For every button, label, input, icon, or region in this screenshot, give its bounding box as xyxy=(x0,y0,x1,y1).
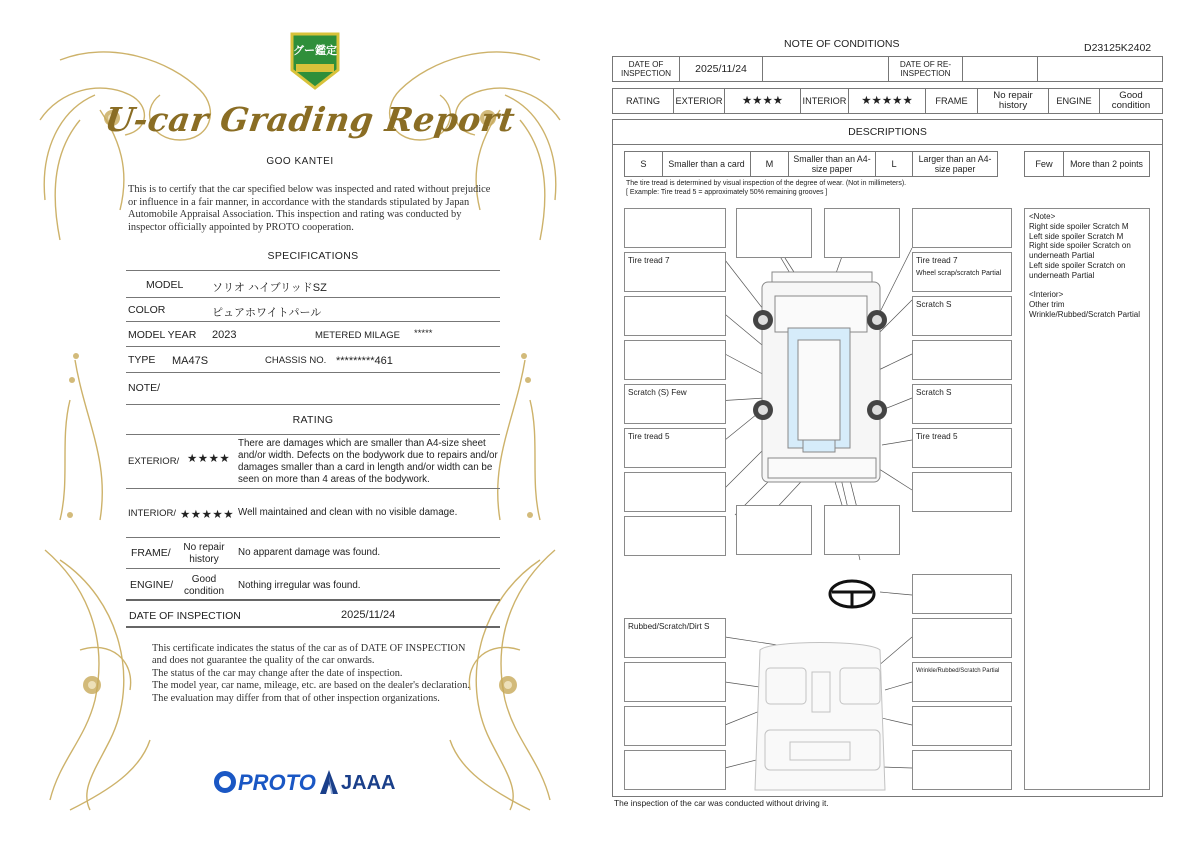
condition-box xyxy=(912,472,1012,512)
condition-box xyxy=(912,340,1012,380)
document-id: D23125K2402 xyxy=(1084,42,1152,54)
type-label: TYPE xyxy=(128,354,156,366)
frame-value: No repair history xyxy=(993,90,1033,111)
legend-m-text: Smaller than an A4-size paper xyxy=(793,154,871,174)
legend-few-text: More than 2 points xyxy=(1070,159,1143,169)
note-line xyxy=(1029,281,1145,291)
condition-box xyxy=(912,750,1012,790)
condition-box xyxy=(736,208,812,258)
condition-box xyxy=(912,428,1012,468)
condition-box xyxy=(624,516,726,556)
model-year-value: 2023 xyxy=(212,329,237,341)
legend-l-code: L xyxy=(891,159,897,169)
condition-box xyxy=(736,505,812,555)
note-line: Other trim xyxy=(1029,300,1065,310)
condition-box xyxy=(624,706,726,746)
interior-label: INTERIOR xyxy=(802,96,847,106)
legend-s-text: Smaller than a card xyxy=(668,159,745,169)
disclaimer-line: The model year, car name, mileage, etc. are based on the dealer's declaration. xyxy=(152,680,470,692)
frame-label: FRAME/ xyxy=(131,547,171,559)
note-line: Left side spoiler Scratch on underneath Partial xyxy=(1029,260,1126,280)
condition-box xyxy=(912,618,1012,658)
model-value: ソリオ ハイブリッドSZ xyxy=(212,282,327,294)
date-of-inspection-value: 2025/11/24 xyxy=(695,63,747,75)
condition-box xyxy=(912,574,1012,614)
frame-description: No apparent damage was found. xyxy=(238,547,381,558)
rating-heading: RATING xyxy=(292,414,334,426)
engine-description: Nothing irregular was found. xyxy=(238,580,361,591)
condition-box xyxy=(912,296,1012,336)
exterior-label: EXTERIOR xyxy=(675,96,723,106)
type-value: MA47S xyxy=(172,355,209,367)
legend-s-code: S xyxy=(640,159,647,169)
condition-box xyxy=(624,340,726,380)
engine-value: Good condition xyxy=(1111,90,1151,111)
color-label: COLOR xyxy=(128,304,166,316)
tire-note-example: [ Example: Tire tread 5 = approximately 50% remaining grooves ] xyxy=(626,189,828,196)
frame-value: No repair history xyxy=(183,542,225,565)
note-line: Left side spoiler Scratch M xyxy=(1029,231,1124,241)
condition-box-text: Tire tread 7 xyxy=(628,256,670,265)
note-line: Wrinkle/Rubbed/Scratch Partial xyxy=(1029,309,1141,319)
badge-text: グー鑑定 xyxy=(293,45,337,57)
condition-box xyxy=(624,750,726,790)
interior-description: Well maintained and clean with no visible damage. xyxy=(238,507,458,518)
goo-kantei-badge xyxy=(286,30,344,92)
specifications-heading: SPECIFICATIONS xyxy=(267,250,359,262)
metered-milage-label: METERED MILAGE xyxy=(315,330,400,341)
note-line: Right side spoiler Scratch M xyxy=(1029,221,1129,231)
metered-milage-value: ***** xyxy=(414,328,433,339)
condition-box xyxy=(624,208,726,248)
condition-box xyxy=(624,472,726,512)
disclaimer-line: The status of the car may change after the date of inspection. xyxy=(152,667,403,679)
legend-m-code: M xyxy=(765,159,774,169)
engine-value: Good condition xyxy=(183,574,225,597)
certificate-disclaimer xyxy=(152,643,482,705)
exterior-description: There are damages which are smaller than A4-size sheet and/or width. Defects on the bodywork due to repairs and/or damages smaller than a card in length and/or width can be seen on more than 4 areas of the bodywork. xyxy=(238,438,498,485)
date-of-inspection-label: DATE OF INSPECTION xyxy=(620,60,672,78)
exterior-stars: ★★★★ xyxy=(187,453,231,465)
note-line: <Interior> xyxy=(1029,290,1064,300)
exterior-label: EXTERIOR/ xyxy=(128,456,180,467)
steering-wheel-icon xyxy=(830,581,874,607)
condition-box xyxy=(624,252,726,292)
note-line: Right side spoiler Scratch on underneath Partial xyxy=(1029,241,1131,261)
tire-note: The tire tread is determined by visual inspection of the degree of wear. (Not in millimeters). xyxy=(626,180,907,187)
condition-box xyxy=(912,662,1012,702)
jaaa-logo-icon xyxy=(320,770,338,794)
certificate-title: U-car Grading Report xyxy=(102,100,518,139)
condition-box-text: Scratch S xyxy=(916,300,952,309)
condition-box-text: Wheel scrap/scratch Partial xyxy=(916,270,1002,277)
date-of-reinspection-label: DATE OF RE-INSPECTION xyxy=(899,60,952,78)
condition-box xyxy=(912,252,1012,292)
proto-logo-icon xyxy=(214,771,236,793)
condition-box xyxy=(912,208,1012,248)
interior-stars: ★★★★★ xyxy=(861,95,913,107)
note-of-conditions xyxy=(600,0,1200,848)
condition-box-text: Scratch (S) Few xyxy=(628,388,687,397)
jaaa-logo: JAAA xyxy=(341,772,396,794)
disclaimer-line: This certificate indicates the status of the car as of DATE OF INSPECTION and does not guarantee the quality of the car onwards. xyxy=(152,643,466,667)
condition-box-text: Tire tread 7 xyxy=(916,256,958,265)
condition-box-text: Scratch S xyxy=(916,388,952,397)
footer-note: The inspection of the car was conducted without driving it. xyxy=(614,798,829,808)
legend-l-text: Larger than an A4-size paper xyxy=(918,154,992,174)
chassis-value: *********461 xyxy=(336,355,393,367)
note-label: NOTE/ xyxy=(128,382,161,394)
frame-label: FRAME xyxy=(935,96,968,106)
condition-box xyxy=(624,296,726,336)
note-line: <Note> xyxy=(1029,212,1056,221)
condition-box xyxy=(624,662,726,702)
color-value: ピュアホワイトパール xyxy=(212,307,322,319)
rating-label: RATING xyxy=(625,96,661,106)
date-value: 2025/11/24 xyxy=(341,609,396,621)
model-label: MODEL xyxy=(146,279,184,291)
date-label: DATE OF INSPECTION xyxy=(129,610,241,622)
condition-box xyxy=(824,208,900,258)
model-year-label: MODEL YEAR xyxy=(128,329,197,341)
engine-label: ENGINE/ xyxy=(130,579,174,591)
condition-box xyxy=(624,618,726,658)
condition-box-text: Tire tread 5 xyxy=(916,432,958,441)
interior-stars: ★★★★★ xyxy=(180,509,235,521)
condition-box-text: Wrinkle/Rubbed/Scratch Partial xyxy=(916,668,1000,674)
condition-box xyxy=(624,428,726,468)
condition-box xyxy=(912,384,1012,424)
certificate-intro: This is to certify that the car specified below was inspected and rated without prejudice or influence in a fair manner, in accordance with the standards stipulated by Japan Automobile Appraisal Association. This inspection and rating was conducted by inspector officially appointed by PROTO cooperation. xyxy=(128,184,491,233)
condition-box-text: Tire tread 5 xyxy=(628,432,670,441)
notes-panel xyxy=(1024,208,1150,790)
legend-few-code: Few xyxy=(1035,159,1053,169)
proto-logo: PROTO xyxy=(238,770,316,795)
conditions-title: NOTE OF CONDITIONS xyxy=(784,38,900,50)
condition-box xyxy=(824,505,900,555)
certificate-subtitle: GOO KANTEI xyxy=(266,156,334,167)
descriptions-heading: DESCRIPTIONS xyxy=(848,126,927,138)
condition-box xyxy=(624,384,726,424)
exterior-stars: ★★★★ xyxy=(741,95,784,107)
disclaimer-line: The evaluation may differ from that of other inspection organizations. xyxy=(152,692,440,704)
interior-label: INTERIOR/ xyxy=(128,508,177,519)
engine-label: ENGINE xyxy=(1056,96,1092,106)
condition-box-text: Rubbed/Scratch/Dirt S xyxy=(628,622,710,631)
condition-box xyxy=(912,706,1012,746)
chassis-label: CHASSIS NO. xyxy=(265,355,327,366)
